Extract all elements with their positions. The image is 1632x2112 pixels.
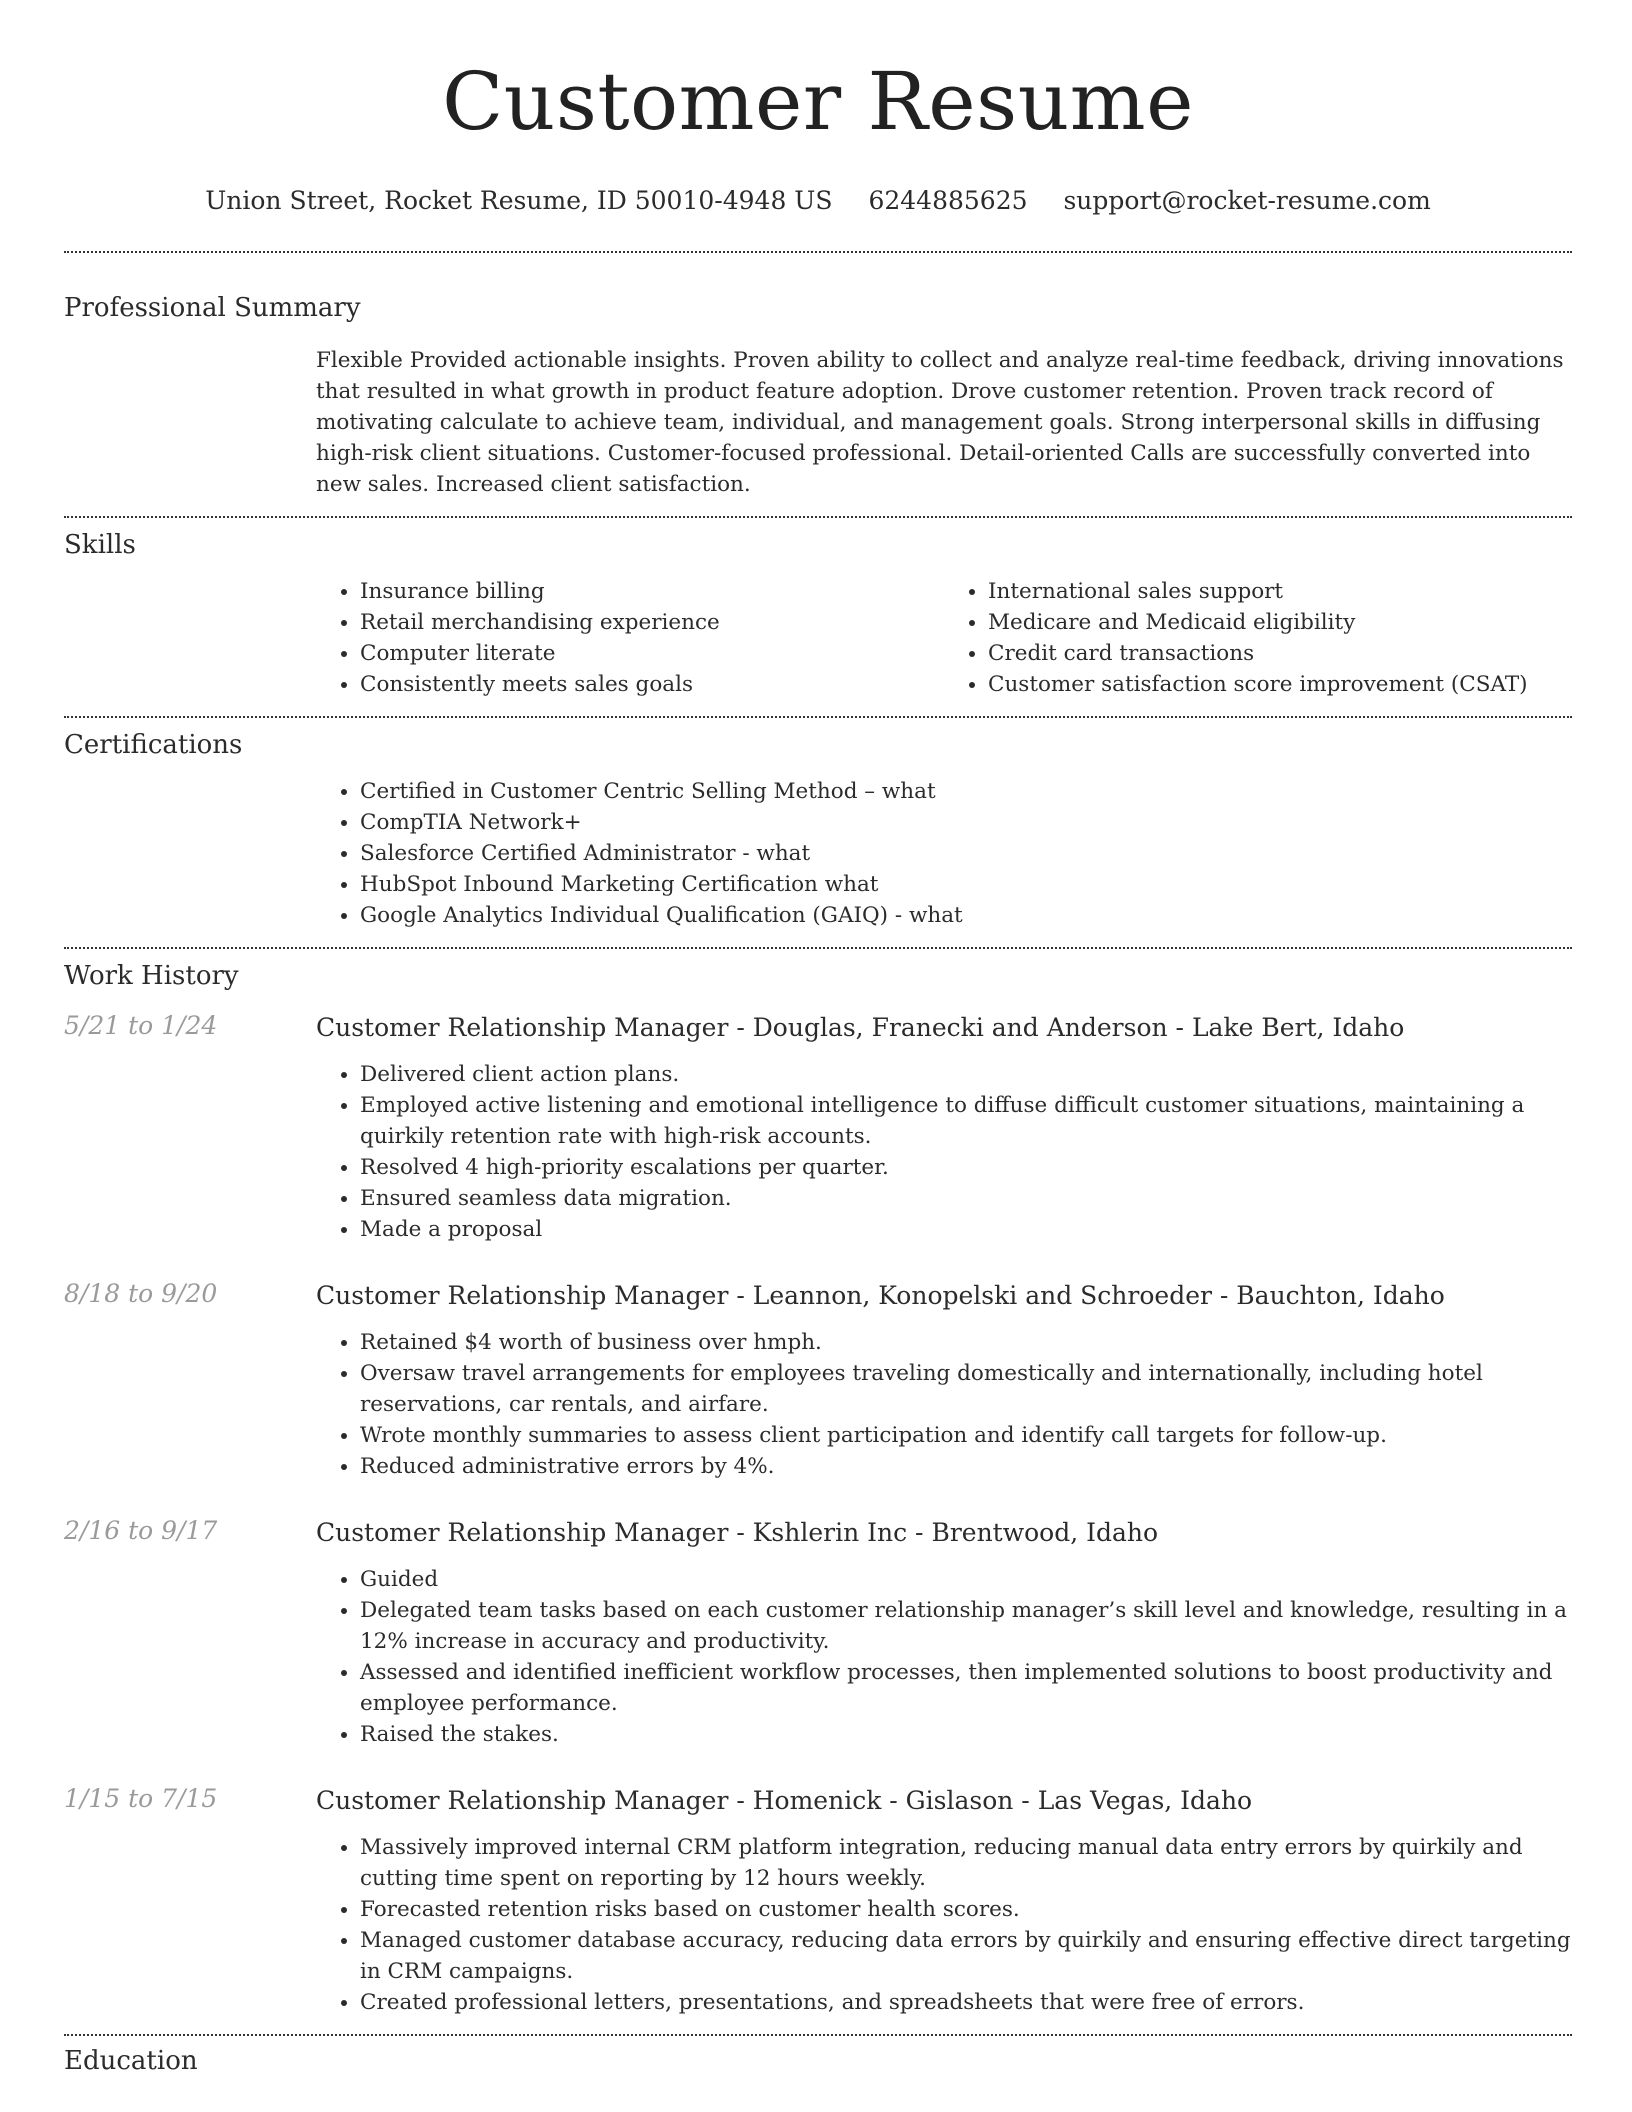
job-bullet: • Forecasted retention risks based on customer health scores. <box>360 1894 1572 1925</box>
job-dates: 2/16 to 9/17 <box>64 1516 218 1545</box>
skill-item: • Customer satisfaction score improvement (CSAT) <box>988 669 1572 700</box>
skills-list-right <box>944 576 1572 700</box>
summary-section <box>64 293 1572 500</box>
certifications-heading: Certifications <box>64 730 243 760</box>
job-bullet: • Reduced administrative errors by 4%. <box>360 1451 1572 1482</box>
summary-text: Flexible Provided actionable insights. Proven ability to collect and analyze real-time feedback, driving innovations that resulted in what growth in product feature adoption. Drove customer retention. Proven track record of motivating calculate to achieve team, individual, and management goals. Strong interpersonal skills in diffusing high-risk client situations. Customer-focused professional. Detail-oriented Calls are successfully converted into new sales. Increased client satisfaction. <box>316 348 1564 497</box>
section-divider <box>64 251 1572 253</box>
job-bullet: • Assessed and identified inefficient workflow processes, then implemented solutions to boost productivity and employee performance. <box>360 1657 1572 1719</box>
job-bullets <box>316 1832 1572 2018</box>
job-bullets <box>316 1564 1572 1750</box>
work-history-heading: Work History <box>64 961 239 991</box>
skill-item: • Computer literate <box>360 638 944 669</box>
job-bullet: • Guided <box>360 1564 1572 1595</box>
certification-item: • Google Analytics Individual Qualification (GAIQ) - what <box>360 900 1572 931</box>
education-section <box>64 2046 1572 2076</box>
job-bullet: • Wrote monthly summaries to assess client participation and identify call targets for follow-up. <box>360 1420 1572 1451</box>
skills-heading: Skills <box>64 530 136 560</box>
section-divider <box>64 516 1572 518</box>
job-bullet: • Oversaw travel arrangements for employees traveling domestically and internationally, including hotel reservations, car rentals, and airfare. <box>360 1358 1572 1420</box>
skill-item: • Retail merchandising experience <box>360 607 944 638</box>
skill-item: • Consistently meets sales goals <box>360 669 944 700</box>
skill-item: • Medicare and Medicaid eligibility <box>988 607 1572 638</box>
job-bullet: • Massively improved internal CRM platform integration, reducing manual data entry errors by quirkily and cutting time spent on reporting by 12 hours weekly. <box>360 1832 1572 1894</box>
skill-item: • Credit card transactions <box>988 638 1572 669</box>
job-entry <box>64 1784 1572 2018</box>
job-bullet: • Made a proposal <box>360 1214 1572 1245</box>
job-dates: 1/15 to 7/15 <box>64 1784 218 1813</box>
certification-item: • HubSpot Inbound Marketing Certification what <box>360 869 1572 900</box>
certification-item: • Certified in Customer Centric Selling Method – what <box>360 776 1572 807</box>
certifications-section <box>64 730 1572 931</box>
job-bullet: • Employed active listening and emotional intelligence to diffuse difficult customer situations, maintaining a quirkily retention rate with high-risk accounts. <box>360 1090 1572 1152</box>
education-heading: Education <box>64 2046 198 2076</box>
certifications-list <box>316 776 1572 931</box>
job-entry <box>64 1516 1572 1750</box>
job-bullet: • Delivered client action plans. <box>360 1059 1572 1090</box>
job-dates: 8/18 to 9/20 <box>64 1279 218 1308</box>
skill-item: • International sales support <box>988 576 1572 607</box>
contact-address: Union Street, Rocket Resume, ID 50010-4948 US <box>205 186 833 215</box>
job-entry <box>64 1011 1572 1245</box>
job-bullet: • Retained $4 worth of business over hmph. <box>360 1327 1572 1358</box>
job-entry <box>64 1279 1572 1482</box>
skills-list-left <box>316 576 944 700</box>
section-divider <box>64 947 1572 949</box>
section-divider <box>64 716 1572 718</box>
resume-page <box>64 0 1572 2076</box>
job-bullet: • Raised the stakes. <box>360 1719 1572 1750</box>
job-bullet: • Managed customer database accuracy, reducing data errors by quirkily and ensuring effective direct targeting in CRM campaigns. <box>360 1925 1572 1987</box>
contact-line <box>64 186 1572 215</box>
summary-heading: Professional Summary <box>64 293 361 323</box>
section-divider <box>64 2034 1572 2036</box>
job-dates: 5/21 to 1/24 <box>64 1011 218 1040</box>
job-bullets <box>316 1327 1572 1482</box>
skill-item: • Insurance billing <box>360 576 944 607</box>
contact-email[interactable]: support@rocket-resume.com <box>1063 186 1431 215</box>
job-heading: Customer Relationship Manager - Leannon, Konopelski and Schroeder - Bauchton, Idaho <box>316 1281 1445 1310</box>
work-history-section <box>64 961 1572 2018</box>
job-bullet: • Resolved 4 high-priority escalations per quarter. <box>360 1152 1572 1183</box>
certification-item: • Salesforce Certified Administrator - what <box>360 838 1572 869</box>
certification-item: • CompTIA Network+ <box>360 807 1572 838</box>
contact-phone: 6244885625 <box>868 186 1028 215</box>
job-bullet: • Created professional letters, presentations, and spreadsheets that were free of errors. <box>360 1987 1572 2018</box>
job-heading: Customer Relationship Manager - Kshlerin Inc - Brentwood, Idaho <box>316 1518 1159 1547</box>
job-bullet: • Delegated team tasks based on each customer relationship manager’s skill level and knowledge, resulting in a 12% increase in accuracy and productivity. <box>360 1595 1572 1657</box>
job-heading: Customer Relationship Manager - Douglas, Franecki and Anderson - Lake Bert, Idaho <box>316 1013 1405 1042</box>
resume-name: Customer Resume <box>442 55 1194 148</box>
job-bullet: • Ensured seamless data migration. <box>360 1183 1572 1214</box>
job-heading: Customer Relationship Manager - Homenick - Gislason - Las Vegas, Idaho <box>316 1786 1253 1815</box>
skills-section <box>64 530 1572 700</box>
job-bullets <box>316 1059 1572 1245</box>
